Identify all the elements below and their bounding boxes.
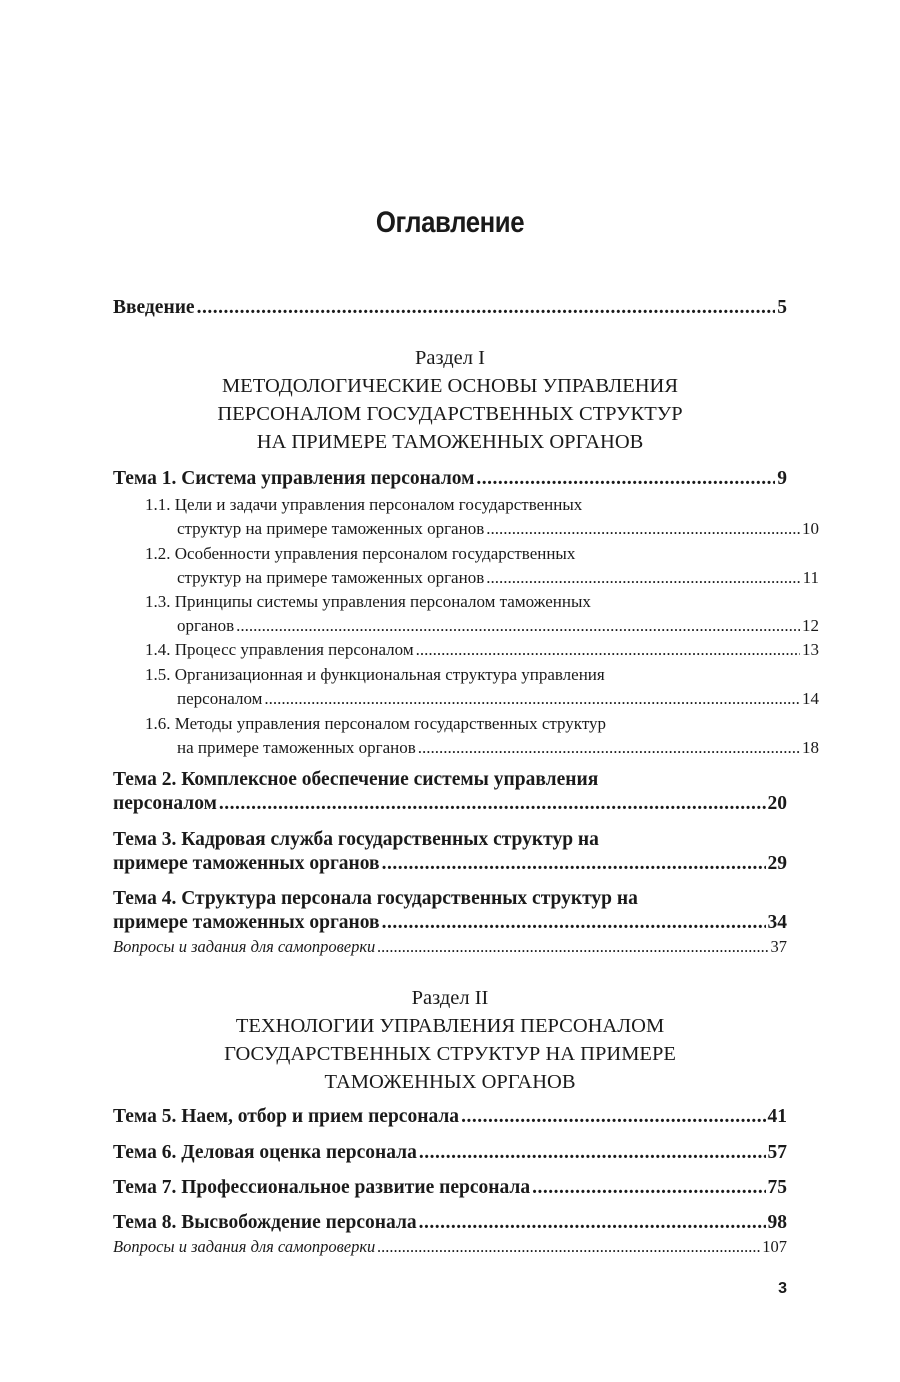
toc-entry-topic-2[interactable] bbox=[113, 768, 787, 816]
toc-entry-page: 34 bbox=[767, 912, 787, 933]
toc-entry-label-cont: на примере таможенных органов bbox=[177, 738, 416, 757]
section-heading-line: ГОСУДАРСТВЕННЫХ СТРУКТУР НА ПРИМЕРЕ bbox=[224, 1043, 676, 1065]
toc-entry-label: Тема 2. Комплексное обеспечение системы управления bbox=[113, 769, 599, 790]
section-label: Раздел I bbox=[415, 347, 485, 369]
toc-entry-label: Введение bbox=[113, 297, 195, 318]
leader-dots bbox=[461, 1105, 765, 1129]
section-heading-line: ТЕХНОЛОГИИ УПРАВЛЕНИЯ ПЕРСОНАЛОМ bbox=[235, 1015, 665, 1037]
toc-entry-topic-4[interactable] bbox=[113, 887, 787, 935]
leader-dots bbox=[382, 852, 766, 876]
toc-entry-questions-2[interactable] bbox=[113, 1236, 787, 1258]
section-heading-line: ТАМОЖЕННЫХ ОРГАНОВ bbox=[324, 1071, 576, 1093]
toc-entry-topic-7[interactable] bbox=[113, 1176, 787, 1200]
toc-entry-page: 10 bbox=[802, 519, 819, 538]
toc-entry-page: 13 bbox=[802, 640, 819, 659]
toc-entry-questions-1[interactable] bbox=[113, 936, 787, 958]
toc-entry-label-cont: органов bbox=[177, 616, 235, 635]
leader-dots bbox=[419, 1141, 766, 1165]
toc-entry-page: 14 bbox=[802, 689, 819, 708]
section-label: Раздел II bbox=[411, 987, 489, 1009]
toc-entry-label: Тема 5. Наем, отбор и прием персонала bbox=[113, 1106, 460, 1127]
toc-entry-page: 37 bbox=[770, 937, 787, 956]
leader-dots bbox=[476, 467, 775, 491]
toc-entry-label: 1.1. Цели и задачи управления персоналом государственных bbox=[145, 495, 583, 514]
toc-entry-label: 1.2. Особенности управления персоналом государственных bbox=[145, 544, 576, 563]
page-title: Оглавление bbox=[375, 206, 525, 239]
toc-entry-topic-1[interactable] bbox=[113, 467, 787, 491]
toc-entry-label: Вопросы и задания для самопроверки bbox=[113, 937, 376, 956]
toc-entry-page: 98 bbox=[767, 1212, 787, 1233]
toc-entry-page: 29 bbox=[767, 853, 787, 874]
leader-dots bbox=[419, 1211, 766, 1235]
toc-entry-topic-6[interactable] bbox=[113, 1141, 787, 1165]
toc-entry-topic-8[interactable] bbox=[113, 1211, 787, 1235]
toc-entry-label: Тема 3. Кадровая служба государственных структур на bbox=[113, 829, 599, 850]
toc-entry-sub-1-3[interactable] bbox=[113, 590, 819, 638]
leader-dots bbox=[382, 911, 766, 935]
toc-entry-label: Тема 6. Деловая оценка персонала bbox=[113, 1142, 417, 1163]
toc-entry-page: 18 bbox=[802, 738, 819, 757]
toc-entry-label: Вопросы и задания для самопроверки bbox=[113, 1237, 376, 1256]
toc-entry-page: 12 bbox=[802, 616, 819, 635]
toc-entry-label-cont: примере таможенных органов bbox=[113, 853, 380, 874]
section-heading-line: МЕТОДОЛОГИЧЕСКИЕ ОСНОВЫ УПРАВЛЕНИЯ bbox=[221, 375, 679, 397]
toc-entry-page: 11 bbox=[802, 568, 819, 587]
toc-entry-label-cont: персоналом bbox=[113, 793, 217, 814]
toc-entry-label: 1.5. Организационная и функциональная структура управления bbox=[145, 665, 605, 684]
toc-entry-sub-1-1[interactable] bbox=[113, 493, 819, 541]
toc-entry-label: 1.4. Процесс управления персоналом bbox=[145, 640, 414, 659]
toc-entry-sub-1-4[interactable] bbox=[113, 638, 819, 662]
toc-entry-intro[interactable] bbox=[113, 296, 787, 320]
section-2-header bbox=[113, 984, 787, 1096]
leader-dots bbox=[486, 517, 800, 541]
toc-entry-topic-3[interactable] bbox=[113, 828, 787, 876]
section-heading-line: НА ПРИМЕРЕ ТАМОЖЕННЫХ ОРГАНОВ bbox=[256, 431, 644, 453]
toc-entry-sub-1-6[interactable] bbox=[113, 712, 819, 760]
toc-entry-label: Тема 8. Высвобождение персонала bbox=[113, 1212, 417, 1233]
toc-entry-page: 75 bbox=[767, 1177, 787, 1198]
toc-entry-label: 1.6. Методы управления персоналом государственных структур bbox=[145, 714, 607, 733]
toc-entry-page: 107 bbox=[762, 1237, 787, 1256]
leader-dots bbox=[236, 614, 800, 638]
toc-entry-label-cont: персоналом bbox=[177, 689, 263, 708]
leader-dots bbox=[377, 936, 768, 958]
toc-entry-label: Тема 7. Профессиональное развитие персонала bbox=[113, 1177, 531, 1198]
leader-dots bbox=[197, 296, 776, 320]
page-number: 3 bbox=[778, 1280, 787, 1297]
leader-dots bbox=[532, 1176, 765, 1200]
toc-entry-page: 41 bbox=[767, 1106, 787, 1127]
toc-entry-label-cont: примере таможенных органов bbox=[113, 912, 380, 933]
toc-entry-page: 20 bbox=[767, 793, 787, 814]
toc-entry-label: 1.3. Принципы системы управления персоналом таможенных bbox=[145, 592, 591, 611]
toc-entry-topic-5[interactable] bbox=[113, 1105, 787, 1129]
section-1-header bbox=[113, 344, 787, 456]
toc-entry-label-cont: структур на примере таможенных органов bbox=[177, 519, 485, 538]
leader-dots bbox=[418, 736, 800, 760]
toc-entry-page: 57 bbox=[767, 1142, 787, 1163]
toc-entry-page: 9 bbox=[777, 468, 787, 489]
leader-dots bbox=[264, 687, 800, 711]
leader-dots bbox=[486, 566, 800, 590]
toc-entry-label: Тема 4. Структура персонала государственных структур на bbox=[113, 888, 638, 909]
leader-dots bbox=[219, 792, 766, 816]
leader-dots bbox=[416, 638, 800, 662]
toc-entry-sub-1-5[interactable] bbox=[113, 663, 819, 711]
section-heading-line: ПЕРСОНАЛОМ ГОСУДАРСТВЕННЫХ СТРУКТУР bbox=[217, 403, 683, 425]
leader-dots bbox=[377, 1236, 760, 1258]
toc-entry-page: 5 bbox=[777, 297, 787, 318]
toc-entry-sub-1-2[interactable] bbox=[113, 542, 819, 590]
toc-entry-label-cont: структур на примере таможенных органов bbox=[177, 568, 485, 587]
toc-entry-label: Тема 1. Система управления персоналом bbox=[113, 468, 475, 489]
